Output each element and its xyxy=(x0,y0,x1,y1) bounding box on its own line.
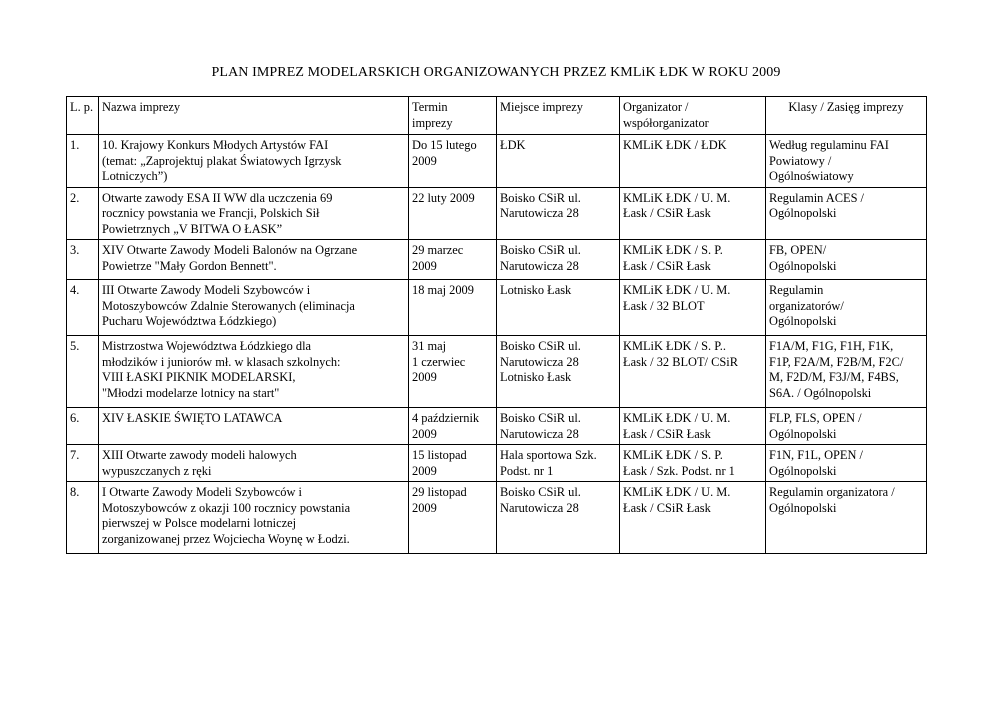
cell-lp: 7. xyxy=(67,445,99,482)
cell-miejsce: Boisko CSiR ul. Narutowicza 28 xyxy=(497,240,620,280)
cell-termin: 18 maj 2009 xyxy=(409,280,497,336)
cell-termin: 22 luty 2009 xyxy=(409,187,497,240)
cell-miejsce: Boisko CSiR ul. Narutowicza 28 xyxy=(497,408,620,445)
header-organizator: Organizator / współorganizator xyxy=(620,97,766,135)
cell-termin: 31 maj 1 czerwiec 2009 xyxy=(409,336,497,408)
cell-nazwa: XIV ŁASKIE ŚWIĘTO LATAWCA xyxy=(99,408,409,445)
cell-klasy: F1A/M, F1G, F1H, F1K, F1P, F2A/M, F2B/M, F2C/ M, F2D/M, F3J/M, F4BS, S6A. / Ogólnopolski xyxy=(766,336,927,408)
cell-lp: 3. xyxy=(67,240,99,280)
cell-klasy: Regulamin ACES / Ogólnopolski xyxy=(766,187,927,240)
cell-lp: 5. xyxy=(67,336,99,408)
table-row xyxy=(67,336,927,408)
cell-organizator: KMLiK ŁDK / U. M. Łask / CSiR Łask xyxy=(620,408,766,445)
cell-termin: Do 15 lutego 2009 xyxy=(409,135,497,188)
table-row xyxy=(67,408,927,445)
cell-organizator: KMLiK ŁDK / S. P.. Łask / 32 BLOT/ CSiR xyxy=(620,336,766,408)
cell-nazwa: I Otwarte Zawody Modeli Szybowców i Motoszybowców z okazji 100 rocznicy powstania pierwszej w Polsce modelarni lotniczej zorganizowanej przez Wojciecha Woynę w Łodzi. xyxy=(99,482,409,554)
cell-lp: 1. xyxy=(67,135,99,188)
cell-klasy: FB, OPEN/ Ogólnopolski xyxy=(766,240,927,280)
table-row xyxy=(67,240,927,280)
cell-lp: 6. xyxy=(67,408,99,445)
table-row xyxy=(67,280,927,336)
header-termin: Termin imprezy xyxy=(409,97,497,135)
cell-klasy: Regulamin organizatora / Ogólnopolski xyxy=(766,482,927,554)
cell-nazwa: Otwarte zawody ESA II WW dla uczczenia 69 rocznicy powstania we Francji, Polskich Sił Powietrznych „V BITWA O ŁASK” xyxy=(99,187,409,240)
cell-miejsce: Hala sportowa Szk. Podst. nr 1 xyxy=(497,445,620,482)
cell-organizator: KMLiK ŁDK / U. M. Łask / CSiR Łask xyxy=(620,187,766,240)
cell-nazwa: XIII Otwarte zawody modeli halowych wypuszczanych z ręki xyxy=(99,445,409,482)
cell-organizator: KMLiK ŁDK / U. M. Łask / 32 BLOT xyxy=(620,280,766,336)
cell-klasy: FLP, FLS, OPEN / Ogólnopolski xyxy=(766,408,927,445)
cell-termin: 4 październik 2009 xyxy=(409,408,497,445)
header-nazwa: Nazwa imprezy xyxy=(99,97,409,135)
cell-miejsce: Lotnisko Łask xyxy=(497,280,620,336)
cell-termin: 29 marzec 2009 xyxy=(409,240,497,280)
table-header-row xyxy=(67,97,927,135)
cell-klasy: Według regulaminu FAI Powiatowy / Ogólnoświatowy xyxy=(766,135,927,188)
cell-termin: 29 listopad 2009 xyxy=(409,482,497,554)
cell-klasy: Regulamin organizatorów/ Ogólnopolski xyxy=(766,280,927,336)
cell-miejsce: Boisko CSiR ul. Narutowicza 28 xyxy=(497,482,620,554)
cell-miejsce: ŁDK xyxy=(497,135,620,188)
table-row xyxy=(67,135,927,188)
cell-lp: 4. xyxy=(67,280,99,336)
events-table xyxy=(66,96,927,554)
cell-nazwa: Mistrzostwa Województwa Łódzkiego dla młodzików i juniorów mł. w klasach szkolnych: VIII ŁASKI PIKNIK MODELARSKI, "Młodzi modelarze lotnicy na start" xyxy=(99,336,409,408)
table-row xyxy=(67,187,927,240)
cell-lp: 8. xyxy=(67,482,99,554)
cell-nazwa: 10. Krajowy Konkurs Młodych Artystów FAI (temat: „Zaprojektuj plakat Światowych Igrzysk Lotniczych”) xyxy=(99,135,409,188)
cell-nazwa: XIV Otwarte Zawody Modeli Balonów na Ogrzane Powietrze "Mały Gordon Bennett". xyxy=(99,240,409,280)
page-title: PLAN IMPREZ MODELARSKICH ORGANIZOWANYCH PRZEZ KMLiK ŁDK W ROKU 2009 xyxy=(211,65,781,80)
table-row xyxy=(67,445,927,482)
cell-lp: 2. xyxy=(67,187,99,240)
cell-organizator: KMLiK ŁDK / S. P. Łask / Szk. Podst. nr 1 xyxy=(620,445,766,482)
header-klasy: Klasy / Zasięg imprezy xyxy=(766,97,927,135)
cell-miejsce: Boisko CSiR ul. Narutowicza 28 Lotnisko Łask xyxy=(497,336,620,408)
cell-klasy: F1N, F1L, OPEN / Ogólnopolski xyxy=(766,445,927,482)
cell-nazwa: III Otwarte Zawody Modeli Szybowców i Motoszybowców Zdalnie Sterowanych (eliminacja Pucharu Województwa Łódzkiego) xyxy=(99,280,409,336)
header-miejsce: Miejsce imprezy xyxy=(497,97,620,135)
cell-organizator: KMLiK ŁDK / U. M. Łask / CSiR Łask xyxy=(620,482,766,554)
cell-miejsce: Boisko CSiR ul. Narutowicza 28 xyxy=(497,187,620,240)
cell-organizator: KMLiK ŁDK / S. P. Łask / CSiR Łask xyxy=(620,240,766,280)
header-lp: L. p. xyxy=(67,97,99,135)
cell-organizator: KMLiK ŁDK / ŁDK xyxy=(620,135,766,188)
cell-termin: 15 listopad 2009 xyxy=(409,445,497,482)
table-row xyxy=(67,482,927,554)
